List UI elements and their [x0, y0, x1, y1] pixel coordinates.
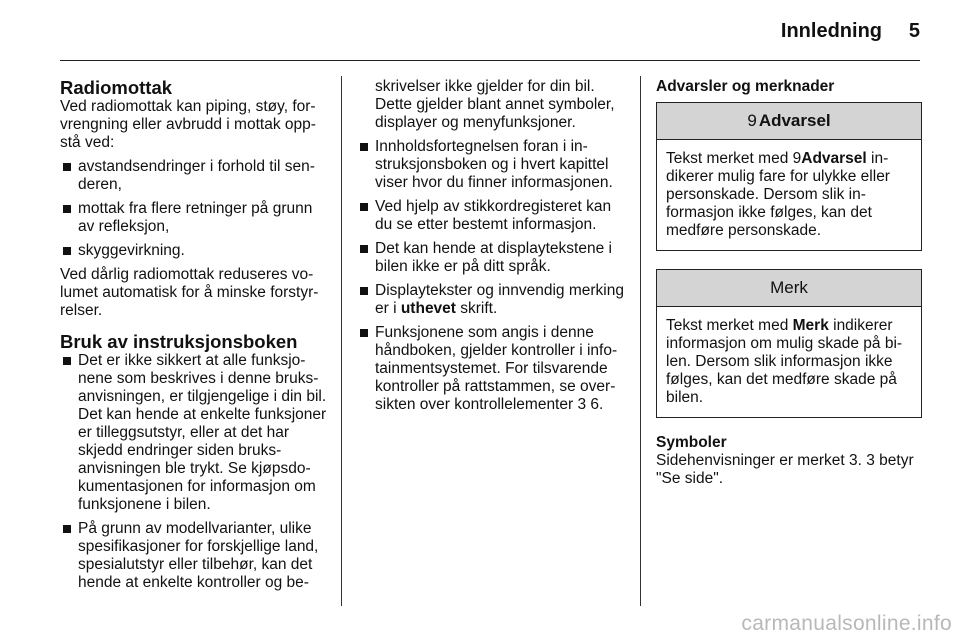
note-text: Tekst merket med	[666, 317, 793, 334]
radio-after: Ved dårlig radiomottak reduseres volumet automatisk for å minske forstyrrelser.	[60, 266, 319, 319]
warning-box-body	[657, 140, 921, 250]
list-item: avstandsendringer i forhold til senderen,	[60, 158, 330, 194]
column-divider-2	[640, 76, 641, 606]
note-box-title: Merk	[770, 278, 808, 297]
list-item-text: Displaytekster og innvendig merking er i	[375, 282, 624, 317]
header-rule	[60, 60, 920, 61]
column-2	[357, 78, 627, 420]
heading-bruk-av-instruksjonsboken: Bruk av instruksjonsboken	[60, 331, 298, 352]
page-header	[0, 0, 960, 62]
warning-box-header	[657, 103, 921, 140]
chapter-title: Innledning	[780, 20, 882, 42]
list-item: Ved hjelp av stikkordregisteret kan du se etter bestemt informasjon.	[357, 198, 627, 234]
column-1	[60, 78, 330, 598]
page-reference: 6.	[586, 396, 604, 413]
heading-symboler: Symboler	[656, 434, 727, 451]
list-item: På grunn av modellvarianter, ulike spesifikasjoner for forskjellige land, spesialutstyr eller tilbehør, kan det hende at enkelte kontroller og be-	[60, 520, 330, 592]
bold-word: uthevet	[400, 300, 456, 317]
list-item: Det er ikke sikkert at alle funksjonene som beskrives i denne bruksanvisningen, er tilgjengelige i din bil. Det kan hende at enkelte funksjoner er tilleggsutstyr, eller at det har skjedd endringer siden bruksanvisningen ble trykt. Se kjøpsdokumentasjonen for informasjon om funksjonene i bilen.	[60, 352, 330, 514]
list-item	[357, 282, 627, 318]
note-box-body	[657, 307, 921, 417]
list-item: Innholdsfortegnelsen foran i instruksjonsboken og i hvert kapittel viser hvor du finner informasjonen.	[357, 138, 627, 192]
warning-triangle-icon: 9	[747, 111, 757, 130]
list-item-text: skrift.	[455, 300, 498, 317]
radio-intro: Ved radiomottak kan piping, støy, forvrengning eller avbrudd i mottak oppstå ved:	[60, 98, 316, 151]
symbols-text-part: .	[857, 452, 867, 469]
list-item-text: Funksjonene som angis i denne håndboken, gjelder kontroller i infotainmentsystemet. For tilsvarende kontroller på rattstammen, se oversikten over kontrollelementer	[375, 324, 618, 413]
page-number: 5	[908, 20, 920, 42]
list-item	[357, 324, 627, 414]
warning-text: Tekst merket med	[666, 150, 793, 167]
watermark: carmanualsonline.info	[741, 612, 952, 635]
note-text: indikerer informasjon om mulig skade på bilen. Dersom slik informasjon ikke følges, kan det medføre skade på bilen.	[666, 317, 903, 406]
radio-causes-list	[60, 158, 330, 260]
page-reference-icon: 3	[866, 452, 875, 469]
list-item: mottak fra flere retninger på grunn av refleksjon,	[60, 200, 330, 236]
heading-radiomottak: Radiomottak	[60, 77, 173, 98]
warning-box-title: Advarsel	[758, 111, 831, 130]
warning-text: indikerer mulig fare for ulykke eller personskade. Dersom slik informasjon ikke følges, kan det medføre personskade.	[666, 150, 890, 239]
bold-word: Merk	[792, 317, 829, 334]
warning-box	[656, 102, 922, 251]
note-box	[656, 269, 922, 418]
heading-advarsler-og-merknader: Advarsler og merknader	[656, 78, 835, 95]
list-item: Det kan hende at displaytekstene i bilen ikke er på ditt språk.	[357, 240, 627, 276]
note-box-header	[657, 270, 921, 307]
continuation-text: skrivelser ikke gjelder for din bil. Dette gjelder blant annet symboler, displayer og menyfunksjoner.	[375, 78, 615, 131]
manual-usage-list-cont	[357, 138, 627, 414]
list-item: skyggevirkning.	[60, 242, 330, 260]
symbols-text-part: betyr "Se side".	[656, 452, 914, 487]
symbols-text	[656, 452, 922, 488]
page-reference-icon: 3	[849, 452, 858, 469]
bold-word: Advarsel	[801, 150, 867, 167]
column-divider-1	[341, 76, 342, 606]
manual-usage-list	[60, 352, 330, 592]
symbols-text-part: Sidehenvisninger er merket	[656, 452, 849, 469]
column-3	[656, 78, 922, 494]
warning-triangle-icon: 9	[792, 150, 802, 167]
page-reference-icon: 3	[577, 396, 587, 413]
